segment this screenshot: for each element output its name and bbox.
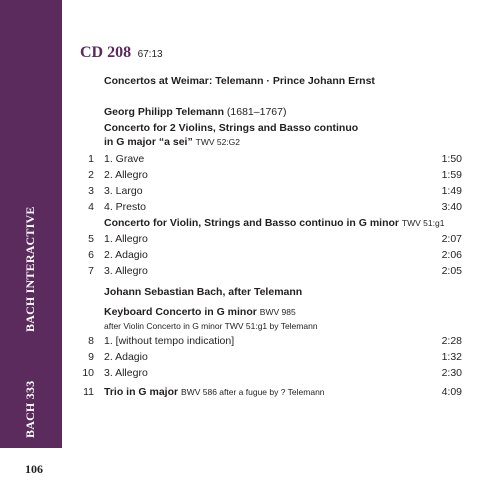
- track-duration: 2:06: [441, 249, 462, 261]
- cd-heading: [80, 44, 163, 62]
- work-title: [104, 217, 444, 230]
- work-name: Concerto for Violin, Strings and Basso continuo in G minor: [104, 217, 399, 229]
- track-duration: 1:50: [441, 153, 462, 165]
- work-key: in G major “a sei”: [104, 136, 193, 148]
- track-title: 4. Presto: [104, 201, 147, 213]
- track-number: 9: [88, 351, 94, 363]
- track-number: 3: [88, 185, 94, 197]
- work-catalogue: BWV 985: [259, 307, 296, 317]
- track-number: 8: [88, 335, 94, 347]
- track-title: 3. Largo: [104, 185, 143, 197]
- composer-heading: Johann Sebastian Bach, after Telemann: [104, 286, 303, 298]
- work-subtitle: after Violin Concerto in G minor TWV 51:g1 by Telemann: [104, 321, 318, 331]
- cd-number: CD 208: [80, 44, 132, 61]
- track-number: 1: [88, 153, 94, 165]
- track-duration: 2:05: [441, 265, 462, 277]
- work-title-line2: [104, 136, 240, 149]
- track-title: 2. Allegro: [104, 169, 148, 181]
- track-title: 3. Allegro: [104, 265, 148, 277]
- track-duration: 4:09: [441, 386, 462, 398]
- work-catalogue: TWV 52:G2: [195, 137, 241, 147]
- work-catalogue: BWV 586 after a fugue by ? Telemann: [181, 387, 325, 397]
- work-catalogue: TWV 51:g1: [401, 218, 445, 228]
- volume-label: BACH 333: [23, 380, 37, 438]
- track-number: 7: [88, 265, 94, 277]
- track-title: 1. Allegro: [104, 233, 148, 245]
- composer-heading: [104, 106, 286, 119]
- track-number: 2: [88, 169, 94, 181]
- program-title: Concertos at Weimar: Telemann · Prince Johann Ernst: [104, 75, 375, 87]
- track-duration: 1:49: [441, 185, 462, 197]
- track-duration: 3:40: [441, 201, 462, 213]
- track-duration: 1:59: [441, 169, 462, 181]
- track-title: 3. Allegro: [104, 367, 148, 379]
- work-title: Concerto for 2 Violins, Strings and Basso continuo: [104, 122, 359, 134]
- cd-duration: 67:13: [137, 49, 163, 60]
- work-title: [104, 306, 296, 319]
- track-title: 1. [without tempo indication]: [104, 335, 235, 347]
- track-title: 2. Adagio: [104, 249, 148, 261]
- track-duration: 2:28: [441, 335, 462, 347]
- track-duration: 2:07: [441, 233, 462, 245]
- track-number: 5: [88, 233, 94, 245]
- spine-band: [0, 0, 62, 448]
- track-title: [104, 386, 325, 398]
- composer-dates: (1681–1767): [226, 106, 287, 118]
- series-title: BACH INTERACTIVE: [23, 206, 37, 332]
- work-name: Trio in G major: [104, 386, 179, 398]
- track-number: 6: [88, 249, 94, 261]
- page-number: 106: [25, 462, 43, 476]
- track-duration: 1:32: [441, 351, 462, 363]
- work-name: Keyboard Concerto in G minor: [104, 306, 257, 318]
- track-number: 10: [82, 367, 94, 379]
- track-number: 4: [88, 201, 94, 213]
- track-title: 2. Adagio: [104, 351, 148, 363]
- track-duration: 2:30: [441, 367, 462, 379]
- track-number: 11: [83, 386, 94, 398]
- track-title: 1. Grave: [104, 153, 145, 165]
- composer-name: Georg Philipp Telemann: [104, 106, 224, 118]
